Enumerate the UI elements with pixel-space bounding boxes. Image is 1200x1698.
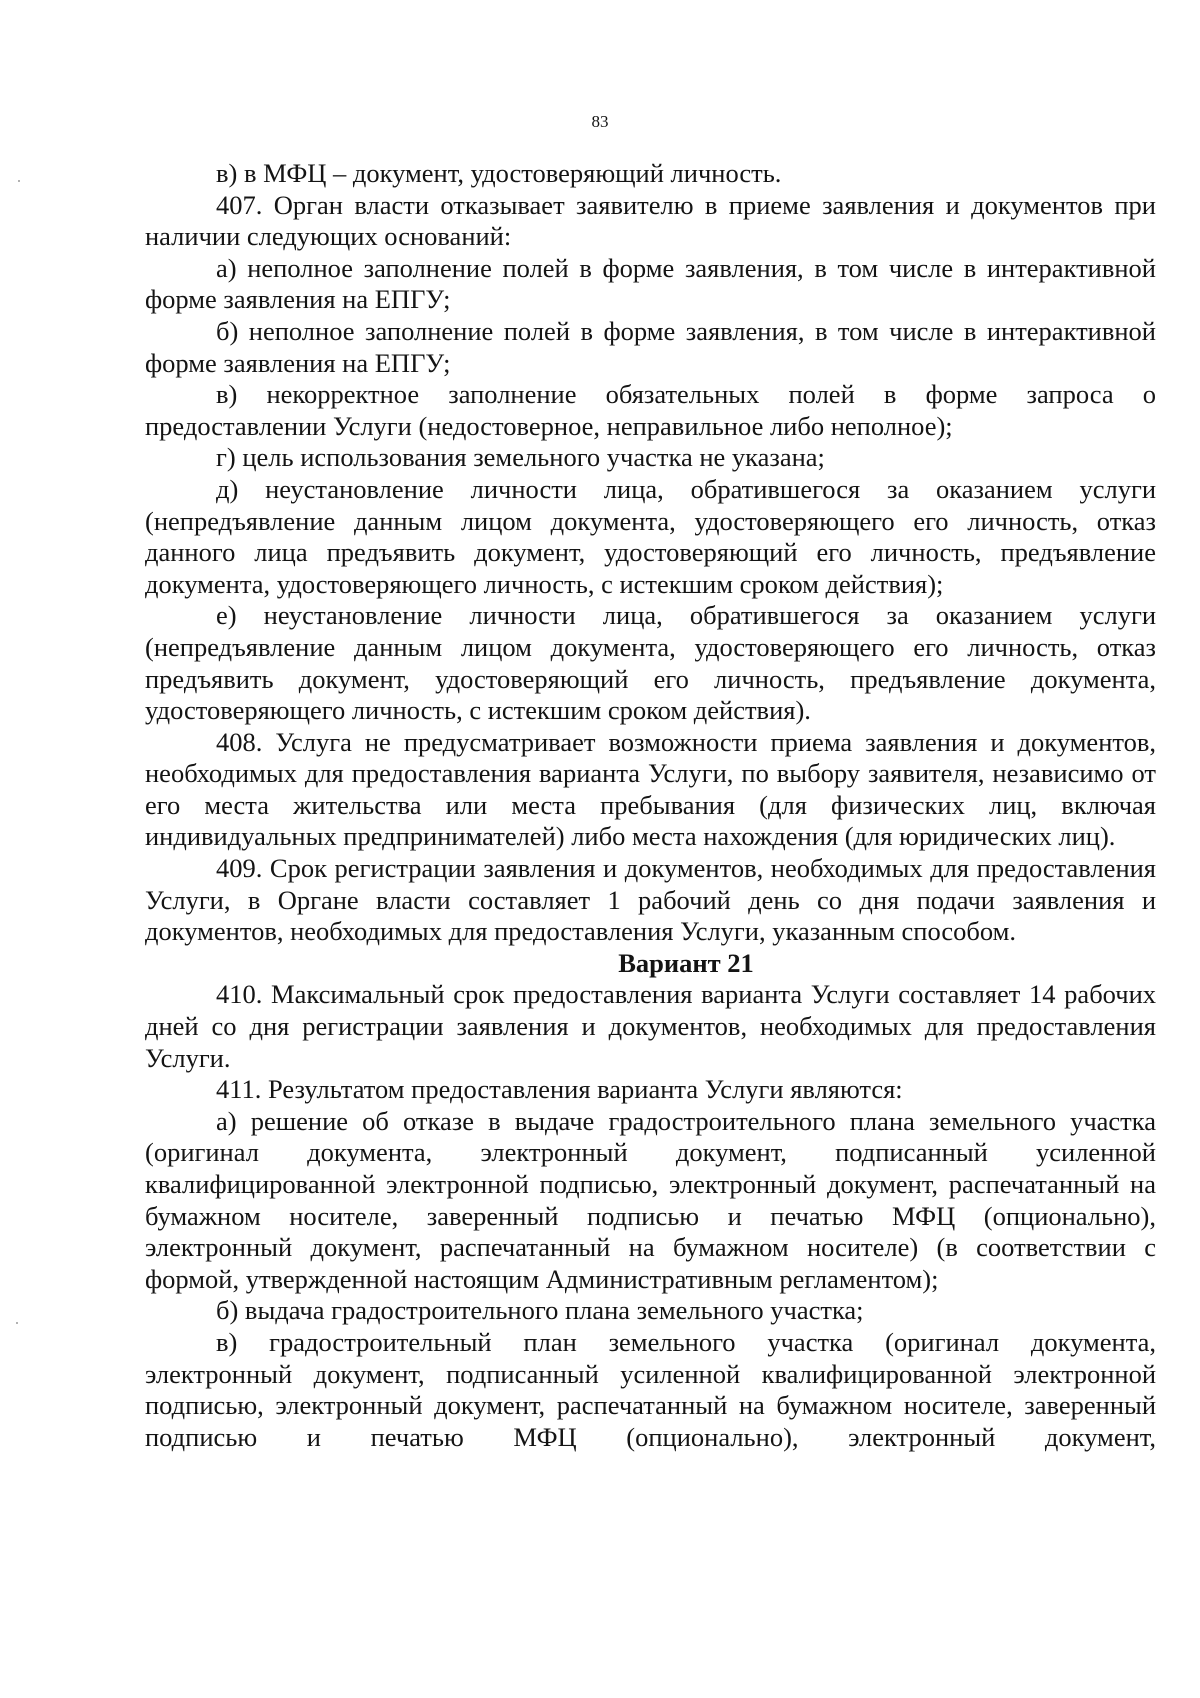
paragraph: а) решение об отказе в выдаче градостроительного плана земельного участка (оригинал документа, электронный документ, подписанный усиленной квалифицированной электронной подписью, электронный документ, распечатанный на бумажном носителе, заверенный подписью и печатью МФЦ (опционально), электронный документ, распечатанный на бумажном носителе) (в соответствии с формой, утвержденной настоящим Административным регламентом); [145,1105,1156,1294]
paragraph: 410. Максимальный срок предоставления варианта Услуги составляет 14 рабочих дней со дня регистрации заявления и документов, необходимых для предоставления Услуги. [145,979,1156,1073]
document-body [145,158,1156,1453]
paragraph: 409. Срок регистрации заявления и документов, необходимых для предоставления Услуги, в Органе власти составляет 1 рабочий день со дня подачи заявления и документов, необходимых для предоставления Услуги, указанным способом. [145,853,1156,947]
paragraph: в) градостроительный план земельного участка (оригинал документа, электронный документ, подписанный усиленной квалифицированной электронной подписью, электронный документ, распечатанный на бумажном носителе, заверенный подписью и печатью МФЦ (опционально), электронный документ, [145,1326,1156,1452]
paragraph: б) выдача градостроительного плана земельного участка; [216,1295,864,1326]
paragraph: в) некорректное заполнение обязательных полей в форме запроса о предоставлении Услуги (недостоверное, неправильное либо неполное); [145,379,1156,441]
paragraph: 411. Результатом предоставления варианта Услуги являются: [216,1074,903,1105]
paragraph: в) в МФЦ – документ, удостоверяющий личность. [216,158,782,188]
section-heading: Вариант 21 [618,947,754,978]
scan-speck [18,180,20,182]
paragraph: 408. Услуга не предусматривает возможности приема заявления и документов, необходимых для предоставления варианта Услуги, по выбору заявителя, независимо от его места жительства или места пребывания (для физических лиц, включая индивидуальных предпринимателей) либо места нахождения (для юридических лиц). [145,726,1156,852]
paragraph: а) неполное заполнение полей в форме заявления, в том числе в интерактивной форме заявления на ЕПГУ; [145,252,1156,315]
paragraph: д) неустановление личности лица, обратившегося за оказанием услуги (непредъявление данным лицом документа, удостоверяющего его личность, отказ данного лица предъявить документ, удостоверяющий его личность, предъявление документа, удостоверяющего личность, с истекшим сроком действия); [145,473,1156,599]
scan-speck [16,1322,18,1324]
paragraph: е) неустановление личности лица, обратившегося за оказанием услуги (непредъявление данным лицом документа, удостоверяющего его личность, отказ предъявить документ, удостоверяющий его личность, предъявление документа, удостоверяющего личность, с истекшим сроком действия). [145,600,1156,726]
page-number: 83 [591,112,609,131]
paragraph: 407. Орган власти отказывает заявителю в приеме заявления и документов при наличии следующих оснований: [145,189,1156,252]
paragraph: г) цель использования земельного участка не указана; [216,442,825,473]
paragraph: б) неполное заполнение полей в форме заявления, в том числе в интерактивной форме заявления на ЕПГУ; [145,315,1156,378]
